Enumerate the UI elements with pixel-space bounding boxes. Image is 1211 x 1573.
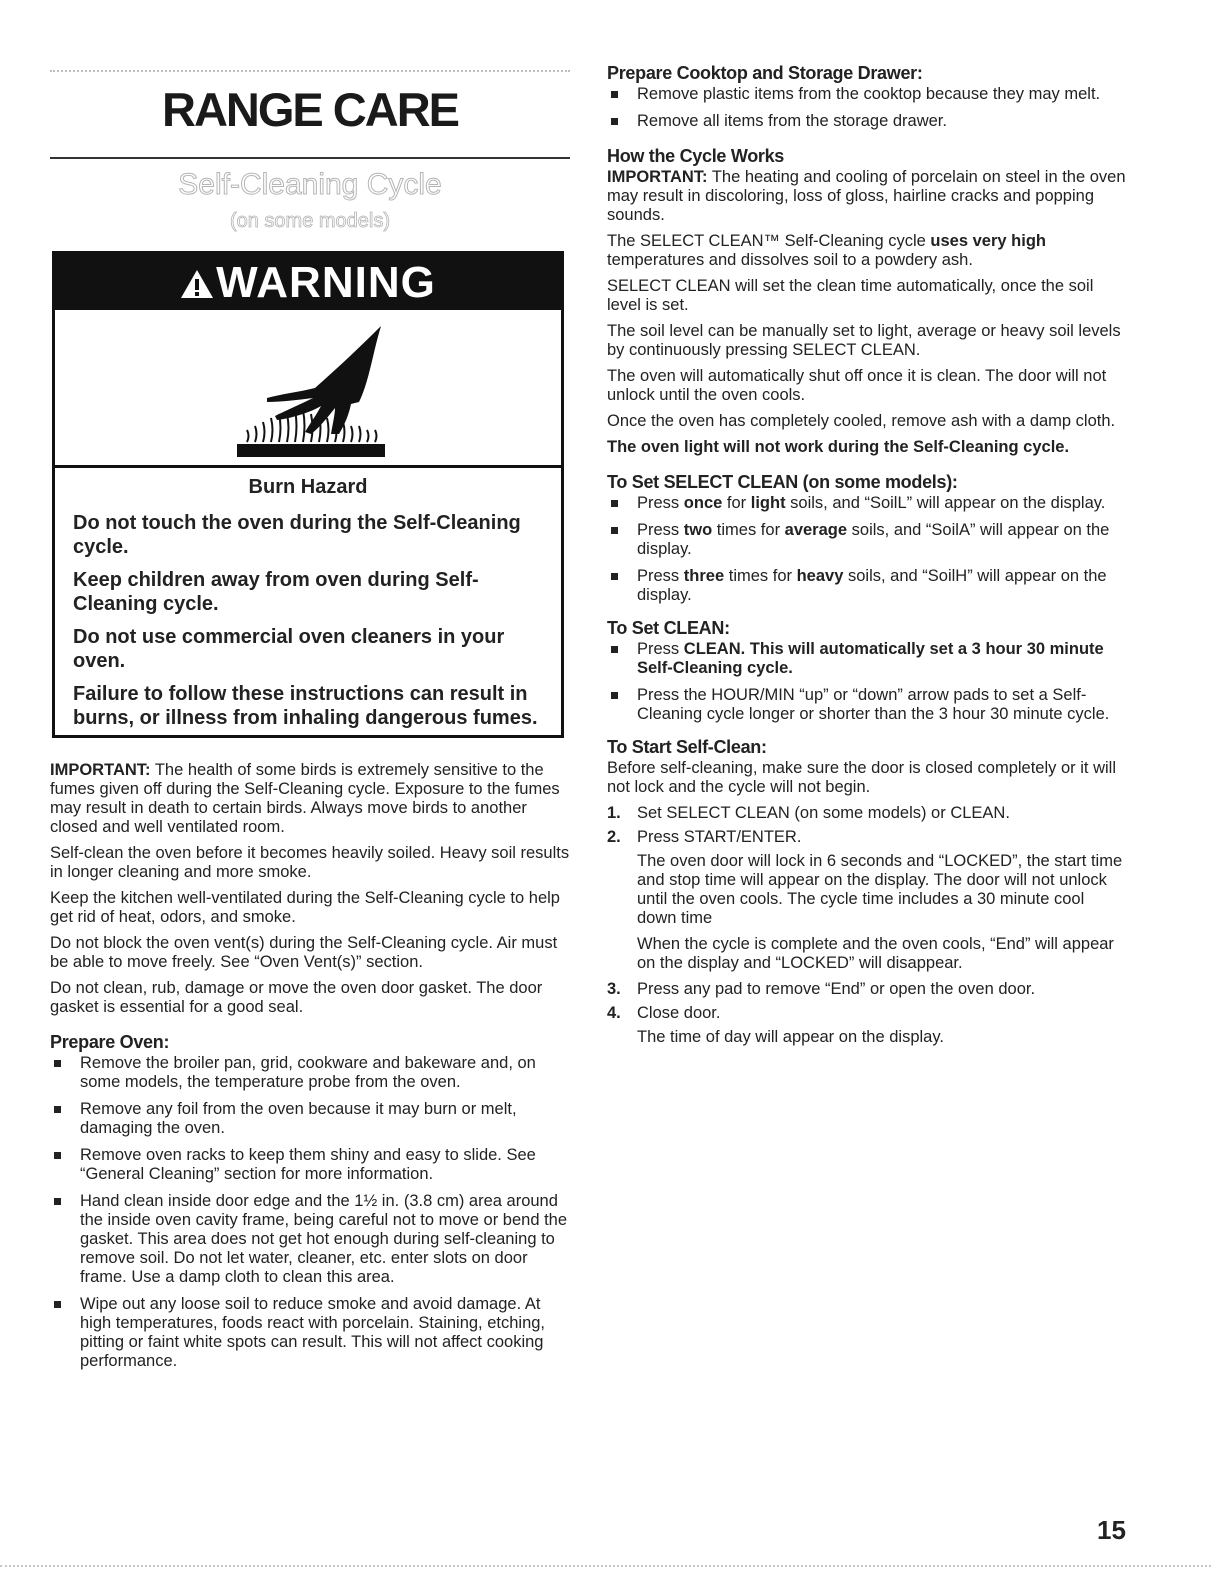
page-title: RANGE CARE (162, 83, 458, 136)
emphasis: average (784, 521, 848, 539)
section-subtitle: (on some models) (229, 210, 391, 232)
warning-label: WARNING (216, 258, 436, 307)
warning-header (55, 254, 561, 310)
emphasis: light (750, 494, 786, 512)
emphasis: uses very high (930, 232, 1046, 250)
step-text: Set SELECT CLEAN (on some models) or CLEAN. (637, 804, 1010, 822)
start-self-clean-heading: To Start Self-Clean: (607, 737, 767, 757)
top-dotted-rule (50, 70, 570, 72)
emphasis: CLEAN. This will automatically set a 3 hour 30 minute Self-Cleaning cycle. (637, 640, 1104, 677)
select-clean-paragraph (607, 232, 1127, 270)
text-run: The SELECT CLEAN™ Self-Cleaning cycle (607, 232, 926, 250)
paragraph: Keep the kitchen well-ventilated during the Self-Cleaning cycle to help get rid of heat, odors, and smoke. (50, 889, 560, 926)
text-run: soils, and “SoilL” will appear on the display. (790, 494, 1106, 512)
text-run: temperatures and dissolves soil to a powdery ash. (607, 251, 973, 269)
title-rule (50, 157, 570, 159)
step-detail: The oven door will lock in 6 seconds and “LOCKED”, the start time and stop time will appear on the display. The door will not unlock until the oven cools. The cycle time includes a 30 minute cool down time (637, 852, 1123, 927)
section-title: Self-Cleaning Cycle (178, 168, 442, 201)
step-item (607, 980, 1127, 999)
text-run: soils, and “SoilH” will appear on the display. (637, 567, 1107, 604)
list-item: Press the HOUR/MIN “up” or “down” arrow pads to set a Self-Cleaning cycle longer or shorter than the 3 hour 30 minute cycle. (607, 686, 1127, 724)
list-item (607, 640, 1127, 678)
list-item: Remove all items from the storage drawer. (607, 112, 1127, 131)
step-number: 2. (607, 828, 621, 846)
prepare-cooktop-heading: Prepare Cooktop and Storage Drawer: (607, 63, 923, 83)
list-item: Remove any foil from the oven because it may burn or melt, damaging the oven. (50, 1100, 570, 1138)
text-run: soils, and “SoilA” will appear on the display. (637, 521, 1110, 558)
list-item (607, 521, 1127, 559)
important-label: IMPORTANT: (50, 761, 151, 779)
warning-divider (55, 465, 561, 468)
right-column (607, 64, 1127, 1054)
list-item: Remove oven racks to keep them shiny and easy to slide. See “General Cleaning” section for more information. (50, 1146, 570, 1184)
hot-surface-hand-icon (223, 322, 393, 458)
emphasis: two (683, 521, 713, 539)
paragraph: SELECT CLEAN will set the clean time automatically, once the soil level is set. (607, 277, 1094, 314)
text-run: Press (637, 494, 680, 512)
step-item (607, 1004, 1127, 1023)
important-label: IMPORTANT: (607, 168, 708, 186)
list-item (607, 567, 1127, 605)
text-run: Press (637, 567, 680, 585)
text-run: Press (637, 521, 680, 539)
list-item (607, 494, 1127, 513)
warning-line-4: Failure to follow these instructions can result in burns, or illness from inhaling dangerous fumes. (73, 683, 538, 729)
list-item: Hand clean inside door edge and the 1½ in. (3.8 cm) area around the inside oven cavity frame, being careful not to move or bend the gasket. This area does not get hot enough during self-cleaning to remove soil. Do not let water, cleaner, etc. enter slots on door frame. Use a damp cloth to clean this area. (50, 1192, 570, 1287)
list-item: Remove plastic items from the cooktop because they may melt. (607, 85, 1127, 104)
step-detail: When the cycle is complete and the oven cools, “End” will appear on the display and “LOCKED” will disappear. (637, 935, 1114, 972)
paragraph: The oven will automatically shut off once it is clean. The door will not unlock until the oven cools. (607, 367, 1107, 404)
bottom-dotted-rule (0, 1565, 1211, 1567)
step-number: 1. (607, 804, 621, 822)
list-item: Wipe out any loose soil to reduce smoke and avoid damage. At high temperatures, foods react with porcelain. Staining, etching, pitting or faint white spots can result. This will not affect cooking performance. (50, 1295, 570, 1371)
step-text: Close door. (637, 1004, 721, 1022)
hazard-title: Burn Hazard (248, 476, 368, 498)
left-column (50, 761, 570, 1379)
text-run: Press (637, 640, 680, 658)
step-number: 3. (607, 980, 621, 998)
warning-line-2: Keep children away from oven during Self-Cleaning cycle. (73, 569, 479, 615)
prepare-oven-heading: Prepare Oven: (50, 1032, 170, 1052)
step-text: Press START/ENTER. (637, 828, 802, 846)
warning-box (52, 251, 564, 738)
warning-line-3: Do not use commercial oven cleaners in your oven. (73, 626, 505, 672)
warning-triangle-icon (180, 268, 214, 300)
paragraph: Self-clean the oven before it becomes heavily soiled. Heavy soil results in longer cleaning and more smoke. (50, 844, 570, 881)
emphasis: three (683, 567, 725, 585)
paragraph: Once the oven has completely cooled, remove ash with a damp cloth. (607, 412, 1116, 430)
step-item (607, 828, 1127, 847)
emphasis: The oven light will not work during the Self-Cleaning cycle. (607, 438, 1070, 456)
set-select-clean-heading: To Set SELECT CLEAN (on some models): (607, 472, 958, 492)
paragraph: The soil level can be manually set to light, average or heavy soil levels by continuously pressing SELECT CLEAN. (607, 322, 1121, 359)
step-item (607, 804, 1127, 823)
how-cycle-works-heading: How the Cycle Works (607, 146, 785, 166)
important-bird-note (50, 761, 570, 837)
important-porcelain-note (607, 168, 1127, 225)
step-number: 4. (607, 1004, 621, 1022)
step-detail: The time of day will appear on the display. (637, 1028, 944, 1046)
oven-light-note (607, 438, 1127, 457)
step-text: Press any pad to remove “End” or open the oven door. (637, 980, 1036, 998)
important-text: The health of some birds is extremely sensitive to the fumes given off during the Self-Cleaning cycle. Exposure to the fumes may result in death to certain birds. Always move birds to another closed and well ventilated room. (50, 761, 560, 836)
emphasis: heavy (796, 567, 844, 585)
set-clean-heading: To Set CLEAN: (607, 618, 730, 638)
emphasis: once (683, 494, 723, 512)
paragraph: Do not clean, rub, damage or move the oven door gasket. The door gasket is essential for a good seal. (50, 979, 543, 1016)
text-run: for (726, 494, 747, 512)
important-text: The heating and cooling of porcelain on steel in the oven may result in discoloring, loss of gloss, hairline cracks and popping sounds. (607, 168, 1126, 224)
page-number: 15 (1097, 1515, 1126, 1545)
start-intro: Before self-cleaning, make sure the door is closed completely or it will not lock and the cycle will not begin. (607, 759, 1116, 796)
warning-line-1: Do not touch the oven during the Self-Cleaning cycle. (73, 512, 521, 558)
text-run: times for (716, 521, 781, 539)
text-run: times for (728, 567, 792, 585)
paragraph: Do not block the oven vent(s) during the Self-Cleaning cycle. Air must be able to move freely. See “Oven Vent(s)” section. (50, 934, 558, 971)
list-item: Remove the broiler pan, grid, cookware and bakeware and, on some models, the temperature probe from the oven. (50, 1054, 570, 1092)
